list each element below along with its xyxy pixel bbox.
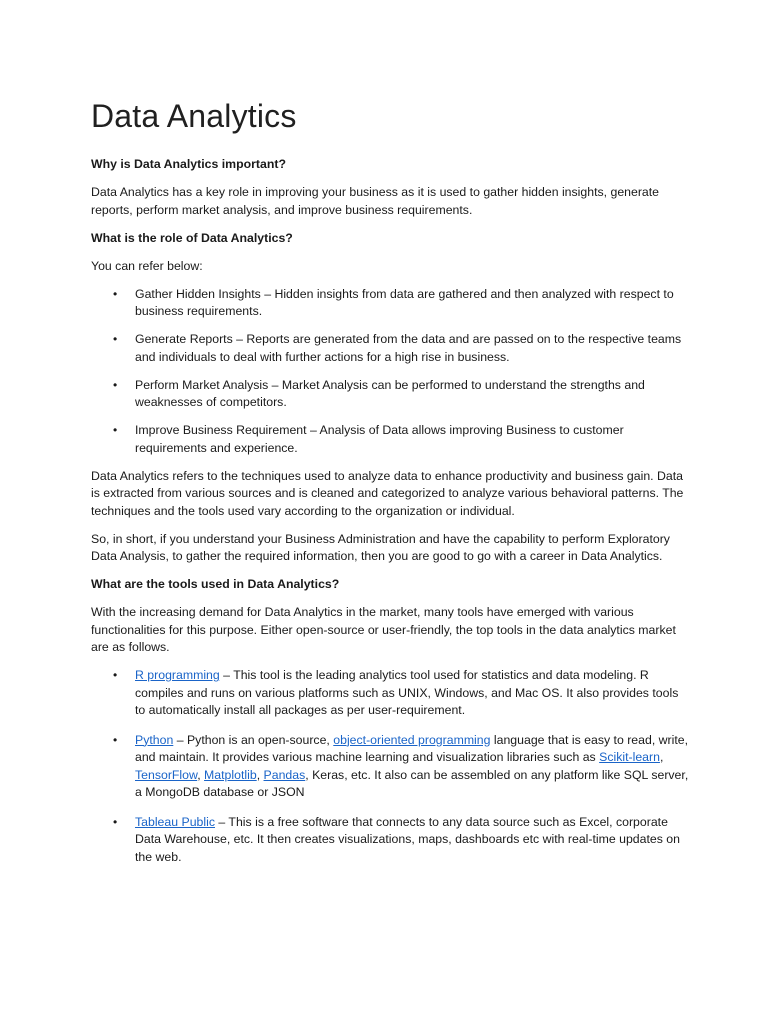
heading-why-important: Why is Data Analytics important? — [91, 157, 286, 171]
separator: , — [659, 750, 664, 764]
tableau-public-link[interactable]: Tableau Public — [135, 814, 215, 829]
list-item — [91, 422, 691, 457]
list-item-tableau — [91, 814, 691, 867]
list-item-text: Improve Business Requirement – Analysis of Data allows improving Business to customer requirements and experience. — [135, 423, 624, 455]
tools-list — [91, 667, 691, 866]
separator: , — [256, 767, 264, 782]
python-link[interactable]: Python — [135, 732, 174, 747]
paragraph-definition: Data Analytics refers to the techniques used to analyze data to enhance productivity and business gain. Data is extracted from various sources and is cleaned and categorized to analyze various behavioral patterns. The techniques and the tools used vary according to the organization or individual. — [91, 468, 684, 518]
oop-link[interactable]: object-oriented programming — [333, 732, 491, 747]
scikit-learn-link[interactable]: Scikit-learn — [599, 750, 660, 764]
list-item — [91, 331, 691, 366]
tableau-description: – This is a free software that connects to any data source such as Excel, corporate Data Warehouse, etc. It then creates visualizations, maps, dashboards etc with real-time updates on the web. — [135, 814, 680, 864]
list-item-text: Perform Market Analysis – Market Analysis can be performed to understand the strengths and weaknesses of competitors. — [135, 377, 645, 409]
python-text-3: , Keras, etc. It also can be assembled on any platform like SQL server, a MongoDB database or JSON — [135, 767, 689, 799]
roles-list — [91, 286, 691, 458]
python-text-1: – Python is an open-source, — [173, 732, 334, 747]
list-item-text: Gather Hidden Insights – Hidden insights from data are gathered and then analyzed with respect to business requirements. — [135, 286, 674, 318]
separator: , — [197, 767, 205, 782]
r-programming-link[interactable]: R programming — [135, 668, 220, 682]
tensorflow-link[interactable]: TensorFlow — [135, 767, 198, 782]
page-title: Data Analytics — [91, 98, 297, 134]
bullet-icon: • — [113, 814, 118, 829]
paragraph-refer-below: You can refer below: — [91, 258, 203, 273]
bullet-icon: • — [113, 377, 118, 392]
bullet-icon: • — [113, 668, 118, 682]
list-item — [91, 377, 691, 412]
paragraph-tools-intro: With the increasing demand for Data Analytics in the market, many tools have emerged with various functionalities for this purpose. Either open-source or user-friendly, the top tools in the data analytics market are as follows. — [91, 605, 676, 654]
document-page — [91, 96, 691, 878]
paragraph-importance: Data Analytics has a key role in improving your business as it is used to gather hidden insights, generate reports, perform market analysis, and improve business requirements. — [91, 185, 660, 217]
heading-role: What is the role of Data Analytics? — [91, 230, 293, 245]
bullet-icon: • — [113, 332, 118, 346]
matplotlib-link[interactable]: Matplotlib — [204, 767, 257, 782]
list-item-text: Generate Reports – Reports are generated from the data and are passed on to the respective teams and individuals to deal with further actions for a high rise in business. — [135, 332, 682, 364]
paragraph-in-short: So, in short, if you understand your Business Administration and have the capability to perform Exploratory Data Analysis, to gather the required information, then you are good to go with a career in Data Analytics. — [91, 531, 670, 563]
python-text-2: language that is easy to read, write, and maintain. It provides various machine learning and visualization libraries such as — [135, 732, 689, 764]
bullet-icon: • — [113, 732, 118, 747]
list-item — [91, 286, 691, 321]
heading-tools: What are the tools used in Data Analytics? — [91, 577, 340, 591]
r-description: – This tool is the leading analytics tool used for statistics and data modeling. R compiles and runs on various platforms such as UNIX, Windows, and Mac OS. It also provides tools to automatically install all packages as per user-requirement. — [135, 668, 679, 717]
bullet-icon: • — [113, 286, 118, 301]
bullet-icon: • — [113, 423, 118, 437]
pandas-link[interactable]: Pandas — [263, 767, 306, 782]
list-item-python — [91, 732, 691, 802]
list-item-r — [91, 667, 691, 720]
